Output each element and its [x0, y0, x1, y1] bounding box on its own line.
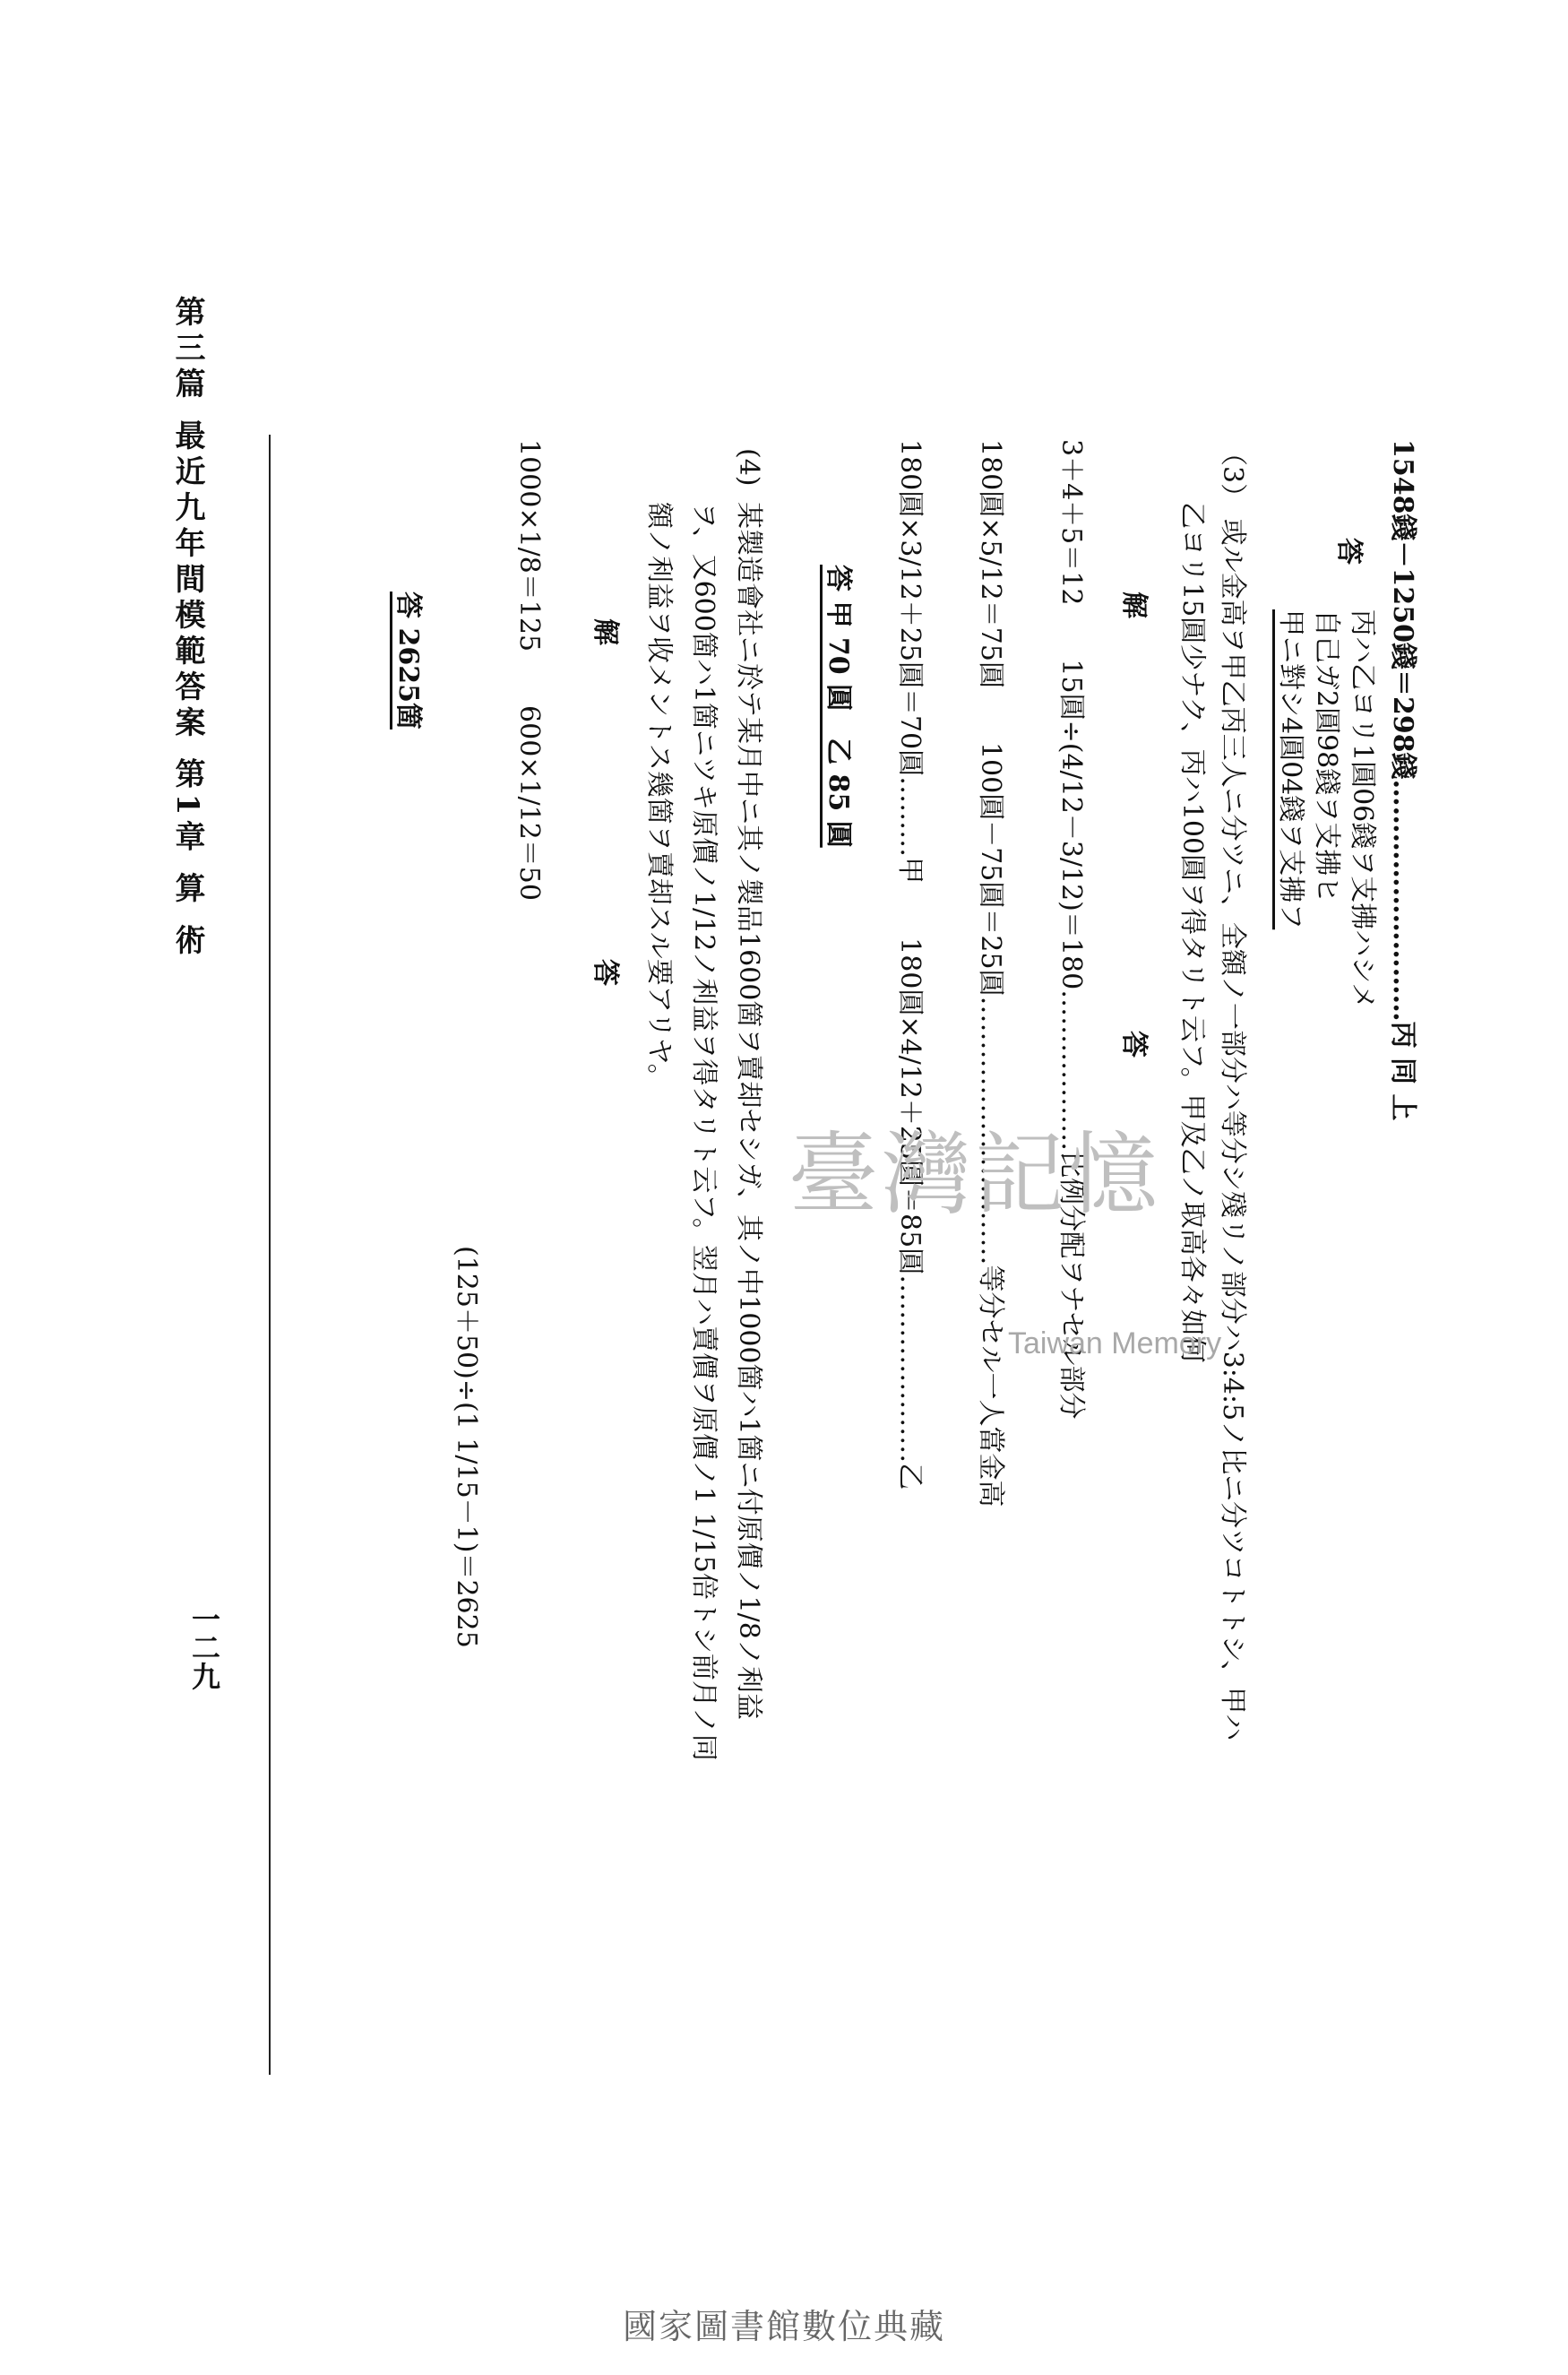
- answer-block-1a: 丙ハ乙ヨリ1圓06錢ヲ支拂ハシメ: [1347, 609, 1378, 1010]
- rotated-content: [242, 439, 1425, 2052]
- watermark-logo: 臺灣記憶: [788, 1122, 1161, 1227]
- answer-label-1: 答: [1333, 538, 1365, 565]
- line-1548: 1548錢－1250錢＝298錢………………………丙 同 上: [1387, 439, 1418, 1121]
- answer-3: 答 2625箇: [392, 592, 424, 730]
- watermark-subtitle: Taiwan Memory: [1008, 1326, 1222, 1360]
- equation-1: 3＋4＋5＝12 15圓÷(4/12－3/12)＝180………………比例分配ヲナセル部分: [1055, 439, 1087, 1420]
- answer-block-1c: 甲ニ對シ4圓04錢ヲ支拂フ: [1275, 609, 1306, 930]
- question-4-label: (4): [733, 448, 764, 487]
- page-number: 一二九: [187, 1604, 221, 1690]
- equation-4a: 1000×1/8＝125 600×1/12＝50: [513, 439, 545, 901]
- kotae-label-2: 答: [590, 959, 621, 986]
- kai-label-2: 解: [590, 618, 621, 645]
- kai-label: 解: [1118, 592, 1150, 618]
- question-3: （3） 或ル金高ヲ甲乙丙三人ニ分ツニ、全額ノ一部分ハ等分シ殘リノ部分ハ3:4:5ノ比ニ分ツコトトシ、甲ハ: [1217, 439, 1248, 1741]
- question-4b: ヲ、又600箇ハ1箇ニツキ原價ノ1/12ノ利益ヲ得タリト云フ。翌月ハ賣價ヲ原價ノ1 1/15倍トシ前月ノ同: [688, 502, 719, 1761]
- footer-archive-label: 國家圖書館數位典藏: [622, 2307, 945, 2346]
- answer-2: 答 甲 70 圓 乙 85 圓: [823, 565, 854, 848]
- kotae-label: 答: [1118, 1031, 1150, 1058]
- question-4: 某製造會社ニ於テ某月中ニ其ノ製品1600箇ヲ賣却セシガ、其ノ中1000箇ハ1箇ニ付原價ノ1/8ノ利益: [733, 502, 764, 1720]
- answer-block-1b: 自己ガ2圓98錢ヲ支拂ヒ: [1311, 609, 1342, 903]
- side-heading: 第三篇 最近九年間模範答案 第1章 算 術: [169, 296, 205, 961]
- question-4c: 額ノ利益ヲ收メントス幾箇ヲ賣却スル要アリヤ。: [643, 502, 675, 1091]
- equation-2: 180圓×5/12＝75圓 100圓－75圓＝25圓…………………………等分セル一人當金高: [975, 439, 1006, 1507]
- equation-4b: (125＋50)÷(1 1/15－1)＝2625: [451, 1246, 482, 1648]
- question-3b: 乙ヨリ15圓少ナク、丙ハ100圓ヲ得タリト云フ。甲及乙ノ取高各々如何: [1176, 502, 1208, 1363]
- equation-3: 180圓×3/12＋25圓＝70圓………甲 180圓×4/12＋25圓＝85圓…………………乙: [894, 439, 926, 1490]
